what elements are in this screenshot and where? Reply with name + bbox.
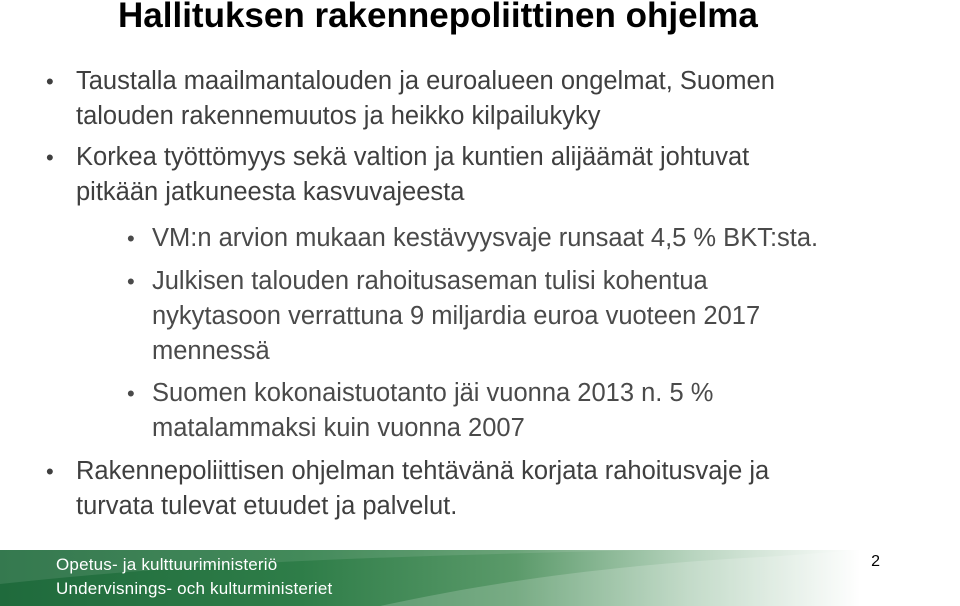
bullet-dot-icon: • <box>127 269 135 294</box>
slide-title: Hallituksen rakennepoliittinen ohjelma <box>118 0 758 35</box>
ministry-banner <box>0 550 860 606</box>
sub-bullet-item <box>127 221 819 256</box>
bullet-text-line: pitkään jatkuneesta kasvuvajeesta <box>76 178 465 206</box>
bullet-text-line: Korkea työttömyys sekä valtion ja kuntien alijäämät johtuvat <box>76 143 750 171</box>
bullet-dot-icon: • <box>127 226 135 251</box>
bullet-text-line: Julkisen talouden rahoitusaseman tulisi kohentua <box>152 267 708 295</box>
sub-bullet-item <box>127 376 714 446</box>
bullet-item <box>46 64 775 134</box>
page-number: 2 <box>871 553 880 570</box>
bullet-text-line: Taustalla maailmantalouden ja euroalueen ongelmat, Suomen <box>76 67 775 95</box>
bullet-text-line: matalammaksi kuin vuonna 2007 <box>152 414 525 442</box>
bullet-item <box>46 454 770 524</box>
bullet-dot-icon: • <box>46 69 54 94</box>
bullet-dot-icon: • <box>46 145 54 170</box>
bullet-text-line: nykytasoon verrattuna 9 miljardia euroa vuoteen 2017 <box>152 302 761 330</box>
sub-bullet-item <box>127 264 761 369</box>
bullet-text-line: VM:n arvion mukaan kestävyysvaje runsaat 4,5 % BKT:sta. <box>152 224 819 252</box>
bullet-dot-icon: • <box>127 381 135 406</box>
ministry-name-finnish: Opetus- ja kulttuuriministeriö <box>56 555 278 574</box>
bullet-text-line: Rakennepoliittisen ohjelman tehtävänä korjata rahoitusvaje ja <box>76 457 770 485</box>
bullet-text-line: mennessä <box>152 337 270 365</box>
bullet-text-line: talouden rakennemuutos ja heikko kilpailukyky <box>76 102 601 130</box>
bullet-item <box>46 140 750 210</box>
bullet-dot-icon: • <box>46 459 54 484</box>
ministry-name-swedish: Undervisnings- och kulturministeriet <box>56 579 333 598</box>
bullet-text-line: Suomen kokonaistuotanto jäi vuonna 2013 n. 5 % <box>152 379 714 407</box>
bullet-text-line: turvata tulevat etuudet ja palvelut. <box>76 492 458 520</box>
footer <box>0 550 960 606</box>
